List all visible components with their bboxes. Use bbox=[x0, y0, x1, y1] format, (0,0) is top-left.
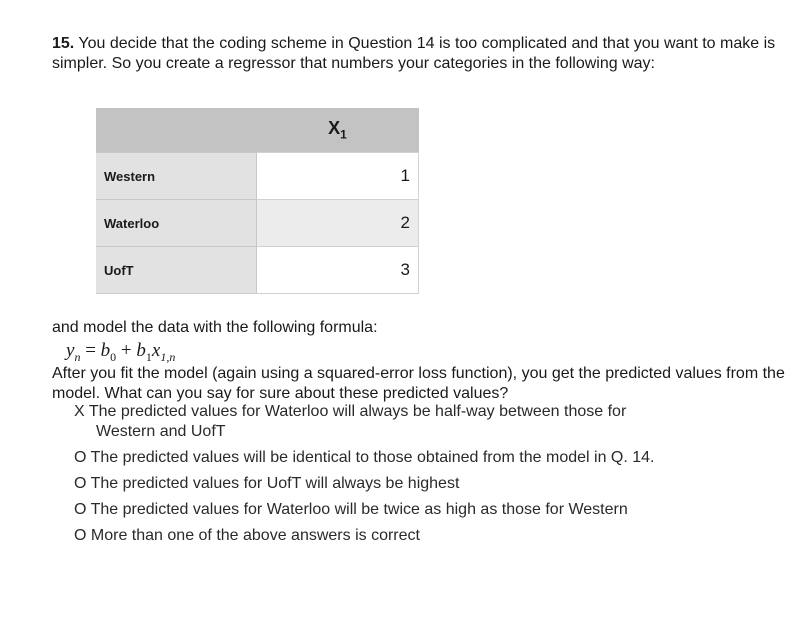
answer-option-1[interactable] bbox=[74, 402, 774, 442]
formula-b1-sub: 1 bbox=[145, 349, 152, 364]
row-value-uoft: 3 bbox=[257, 247, 419, 294]
formula-y-sub: n bbox=[74, 349, 81, 364]
coding-table bbox=[96, 108, 419, 294]
table-row bbox=[96, 153, 419, 200]
formula-x-sub: 1,n bbox=[160, 349, 176, 364]
formula-y: y bbox=[66, 340, 75, 361]
model-intro-text: and model the data with the following formula: bbox=[52, 319, 378, 336]
option-text: The predicted values will be identical to those obtained from the model in Q. 14. bbox=[90, 449, 655, 466]
follow-up-question: After you fit the model (again using a squared-error loss function), you get the predicted values from the model. What can you say for sure about these predicted values? bbox=[52, 365, 785, 402]
formula-plus: + bbox=[116, 340, 137, 361]
table-header-blank bbox=[96, 108, 257, 153]
option-marker: O bbox=[74, 527, 87, 544]
answer-option-2[interactable] bbox=[74, 448, 774, 468]
question-text bbox=[52, 34, 782, 74]
option-text: The predicted values for UofT will always be highest bbox=[90, 475, 460, 492]
option-text: The predicted values for Waterloo will always be half-way between those for bbox=[88, 403, 627, 420]
option-text-continued: Western and UofT bbox=[96, 423, 226, 440]
question-number: 15. bbox=[52, 35, 75, 52]
row-value-waterloo: 2 bbox=[257, 200, 419, 247]
table-header-x-sub: 1 bbox=[340, 127, 347, 142]
table-header-x: X bbox=[328, 118, 341, 139]
formula-x: x bbox=[151, 340, 161, 361]
formula-b0: b bbox=[100, 340, 111, 361]
row-value-western: 1 bbox=[257, 153, 419, 200]
option-text: The predicted values for Waterloo will be twice as high as those for Western bbox=[90, 501, 628, 518]
table-row bbox=[96, 200, 419, 247]
table-header-x1 bbox=[257, 108, 419, 153]
option-marker: O bbox=[74, 501, 87, 518]
formula-equals: = bbox=[80, 340, 101, 361]
row-label-waterloo: Waterloo bbox=[96, 200, 257, 247]
answer-option-4[interactable] bbox=[74, 500, 774, 520]
formula-b0-sub: 0 bbox=[110, 349, 117, 364]
option-text: More than one of the above answers is correct bbox=[90, 527, 420, 544]
answer-option-5[interactable] bbox=[74, 526, 774, 546]
answer-options bbox=[74, 402, 774, 552]
table-row bbox=[96, 247, 419, 294]
table-header-row bbox=[96, 108, 419, 153]
formula-b1: b bbox=[136, 340, 146, 361]
row-label-western: Western bbox=[96, 153, 257, 200]
option-marker: X bbox=[74, 403, 85, 420]
question-body: You decide that the coding scheme in Question 14 is too complicated and that you want to make is simpler. So you create a regressor that numbers your categories in the following way: bbox=[52, 35, 776, 72]
answer-option-3[interactable] bbox=[74, 474, 774, 494]
row-label-uoft: UofT bbox=[96, 247, 257, 294]
option-marker: O bbox=[74, 449, 87, 466]
option-marker: O bbox=[74, 475, 87, 492]
